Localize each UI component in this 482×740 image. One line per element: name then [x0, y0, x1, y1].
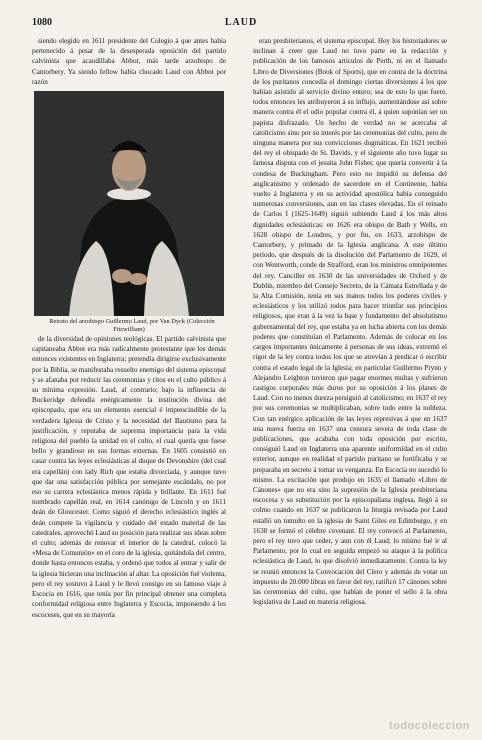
page-number: 1080	[32, 17, 52, 28]
portrait-illustration	[34, 91, 224, 316]
left-body-paragraph: de la diversidad de opiniones teológicas. El partido calvinista que capitaneaba Abbot era más radicalmente protestante que los demás entonces existentes en Inglaterra; pretendía dirigirse exclusivamente por la Biblia, se manifestaba resuelto enemigo del sistema episcopal y se afanaba por reducir las ceremonias y ritos en el culto público á su mínima expresión. Laud, al contrario; bajo la influencia de Buckeridge defendía enérgicamente la institución divina del episcopado, que era un elemento esencial é imprescindible de la verdadera Iglesia de Cristo y la necesidad del Bautismo para la justificación, y reputaba de suprema importancia para la vida religiosa del pueblo la unidad en el culto, el cual quería que fuese bello y grandioso en sus formas externas. En 1605 consistió en casar contra las leyes eclesiásticas al duque de Devonshire (del cual era capellán) con lady Rich que estaba divorciada, y aunque tuvo que dar una satisfacción pública por semejante escándalo, no por eso su carrera eclesiástica menos rápida y brillante. En 1611 fué nombrado capellán real, en 1614 canónigo de Lincoln y en 1611 deán de Gloucester. Como siguió el derecho eclesiástico inglés al deán compete la vigilancia y cuidado del estado material de las catedrales, aprovechó Laud su posición para realizar sus ideas sobre el culto; además de renovar el interior de la catedral, colocó la «Mesa de Comunión» en el coro de la iglesia, quitándola del centro, donde hasta entonces estaba, y ordenó que todos al entrar y salir de la iglesia hicieran una inclinación al altar. La oposición fué violenta, pero el rey sostuvo á Laud y le llevó consigo en su famoso viaje á Escocia en 1616, que tenía por fin principal obtener una completa conformidad religiosa entre Inglaterra y Escocia, imponiendo á los escoceses, que en su mayoría	[32, 335, 226, 619]
left-column	[32, 36, 226, 710]
page-header	[32, 17, 450, 31]
left-intro-paragraph: siendo elegido en 1611 presidente del Colegio á que antes había pertenecido á pesar de la desesperada oposición del partido calvinista que acaudillaba Abbot, más tarde arzobispo de Cantorbery. Ya siendo fellow había chocado Laud con Abbot por razón	[32, 37, 226, 86]
right-column	[253, 36, 447, 710]
portrait-caption: Retrato del arzobispo Guillermo Laud, por Van Dyck (Colección Fitzwilliam)	[49, 318, 215, 334]
running-head: LAUD	[224, 17, 258, 28]
watermark: todocoleccion	[388, 720, 470, 732]
portrait-image	[34, 91, 224, 316]
right-body-paragraph: eran presbiterianos, el sistema episcopal. Hoy los historiadores se inclinan á creer que Laud no tuvo parte en la redacción y publicación de los famosos artículos de Perth, ni en el llamado Libro de Diversiones (Book of Sports), que en contra de la doctrina de los puritanos concedía el domingo ciertas diversiones á los que habían asistido al servicio divino entero; sea de esto lo que fuere, todos entonces les atribuyeron á su influjo, aumentándose así sobre manera contra él el odio popular contra él, á quien suponían ser un papista disfrazado. Un hecho de verdad no se acercaba al catolicismo sino por su interés por las ceremonias del culto, pero de ninguna manera por sus convicciones dogmáticas. En 1621 recibió del rey el obispado de St. Davids, y el siguiente año tuvo lugar su famosa disputa con el jesuita John Fisher, que quería convertir á la condesa de Buckingham. Pero esto no impidió su defensa del anglicanismo y ordenado de sacerdote en el Continente, había vuelto á Inglaterra y en su actividad apostólica había conseguido numerosas conversiones, aun en las clases elevadas. En el reinado de Carlos I (1625-1649) siguió subiendo Laud á los más altos dignidades eclesiásticas: en 1626 era obispo de Bath y Wells, en 1628 obispo de Londres, y por fin, en 1633, arzobispo de Cantorbery, y primado de la Iglesia anglicana. A este último período, que después de la disolución del Parlamento de 1629, el con Wentworth, conde de Strafford, eran los ministros omnipotentes del rey. Canciller en 1630 de las universidades de Oxford y de Dublin, miembro del Consejo Secreto, de la Cámara Estrellada y de la Alta Comisión, tenía en sus manos todos los poderes civiles y eclesiásticos y los utilizó todos para hacer triunfar sus principios religiosos, que eran á la vez la base y fundamento del absolutismo gubernamental del rey, que estaba ya en lucha abierta con los demás poderes que constituían el Parlamento. Además de colocar en los cargos importantes únicamente á personas de sus ideas, extremó el rigor de la ley contra todos los que se atrevían á predicar ó escribir contra el estado legal de la Iglesia; en particular Guillermo Prynn y Alejandro Leighton tuvieron que pagar enormes multas y sufrieron castigos corporales más duros por su oposición á los planes de Laud. Con no menos dureza persiguió al catolicismo; en 1637 el rey por sus ceremonias se multiplicaban, sobre todo entre la nobleza. Con tan enérgico aplicación de las leyes represivas á que en 1637 una nueva fuerza en 1637 una censura severa de toda clase de publicaciones, que acababa con toda oposición por escrito, consiguió Laud en Inglaterra una aparente uniformidad en el culto exterior, aunque en realidad el partido puritano se fortificaba y se preparaba en secreto á tomar su venganza. En Escocia no sucedió lo mismo. La excitación que produjo en 1635 el llamado «Libro de Cánones» que no era sino la supresión de la Iglesia presbiteriana escocesa y su substitución por la episcopaliana inglesa, llegó á su colmo cuando en 1637 se publicaron la liturgia revisada por Laud estalló un tumulto en la iglesia de Saint Giles en Edimburgo, y en 1638 se formó el célebre covenant. El rey convocó al Parlamento, pero el rey tuvo que ceder, y aun con él Laud; lo mismo fué ir al Parlamento, por lo cual en seguida empezó su ataque á la política eclesiástica de Laud, lo que disolvió inmediatamente. Contra la ley se reunió entonces la Convocación del Clero y además de votar un impuesto de 20.000 libras en favor del rey, ratificó 17 cánones sobre las ceremonias del culto, que habían de poner el sello á la obra legislativa de Laud en materia religiosa.	[253, 37, 447, 607]
